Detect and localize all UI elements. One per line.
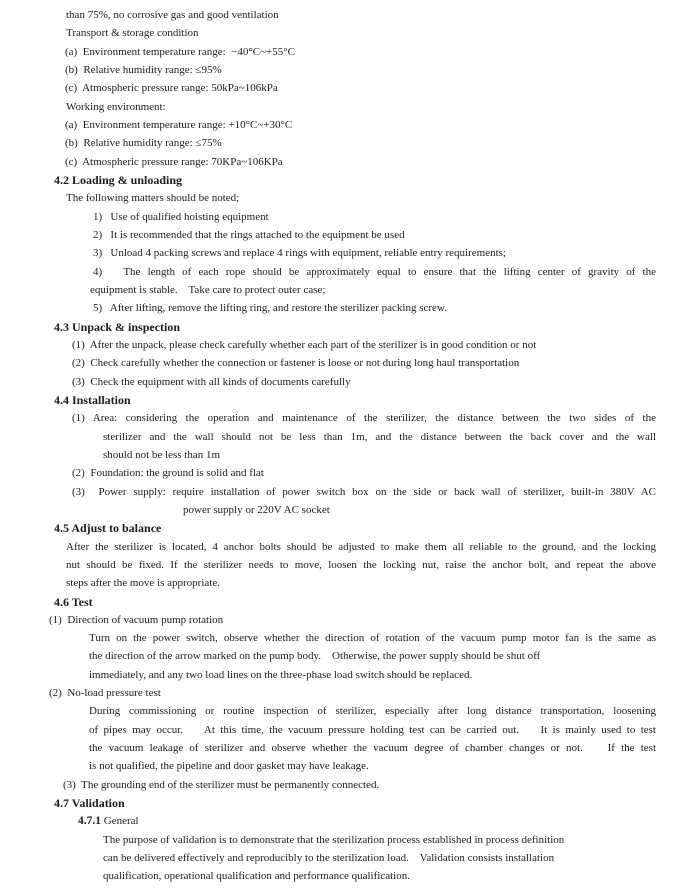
list-item: 2) It is recommended that the rings attached to the equipment be used (93, 228, 405, 241)
text-line: During commissioning or routine inspection of sterilizer, especially after long distance transportation, loosening (89, 705, 656, 718)
list-item: (3) The grounding end of the sterilizer must be permanently connected. (63, 778, 380, 791)
text-line: The following matters should be noted; (66, 192, 240, 205)
section-heading-4-2: 4.2 Loading & unloading (54, 172, 183, 187)
list-item: (1) After the unpack, please check carefully whether each part of the sterilizer is in good condition or not (72, 338, 537, 351)
text-line: power supply or 220V AC socket (183, 503, 330, 516)
list-item: (2) No-load pressure test (49, 687, 161, 700)
list-item: (b) Relative humidity range: ≤95% (65, 63, 222, 76)
text-line: sterilizer and the wall should not be less than 1m, and the distance between the back cover and the wall (103, 430, 656, 443)
text-line: the direction of the arrow marked on the pump body. Otherwise, the power supply should be shut off (89, 650, 541, 663)
list-item: 3) Unload 4 packing screws and replace 4 rings with equipment, reliable entry requirements; (93, 247, 506, 260)
text-line: The purpose of validation is to demonstrate that the sterilization process established in process definition (103, 833, 565, 846)
section-heading-4-7: 4.7 Validation (54, 796, 125, 811)
text-line: immediately, and any two load lines on the three-phase load switch should be replaced. (89, 668, 473, 681)
text-line: After the sterilizer is located, 4 anchor bolts should be adjusted to make them all reliable to the ground, and the locking (66, 540, 656, 553)
text-line: nut should be fixed. If the sterilizer needs to move, loosen the locking nut, raise the anchor bolt, and repeat the above (66, 558, 656, 571)
section-heading-4-5: 4.5 Adjust to balance (54, 521, 162, 536)
text-line: equipment is stable. Take care to protect outer case; (90, 283, 326, 296)
list-item: 4) The length of each rope should be approximately equal to ensure that the lifting center of gravity of the (93, 265, 656, 278)
list-item: (1) Direction of vacuum pump rotation (49, 613, 224, 626)
text-line: can be delivered effectively and reproducibly to the sterilization load. Validation consists installation (103, 852, 555, 865)
list-item: (c) Atmospheric pressure range: 70KPa~106KPa (65, 155, 283, 168)
list-item: (3) Check the equipment with all kinds of documents carefully (72, 375, 351, 388)
list-item: (2) Foundation: the ground is solid and flat (72, 467, 264, 480)
text-line: than 75%, no corrosive gas and good ventilation (66, 9, 279, 21)
section-heading-4-4: 4.4 Installation (54, 392, 131, 407)
text-line: is not qualified, the pipeline and door gasket may have leakage. (89, 760, 369, 773)
list-item: (c) Atmospheric pressure range: 50kPa~106kPa (65, 82, 278, 95)
list-item: (3) Power supply: require installation of power switch box on the side or back wall of sterilizer, built-in 380V AC (72, 485, 656, 498)
text-line: should not be less than 1m (103, 448, 221, 461)
text-line: qualification, operational qualification and performance qualification. (103, 870, 410, 883)
subsection-heading-4-7-1 (78, 812, 656, 830)
section-heading-4-6: 4.6 Test (54, 594, 93, 609)
subsection-number: 4.7.1 (78, 815, 101, 828)
text-line: Working environment: (66, 100, 166, 113)
text-line: of pipes may occur. At this time, the vacuum pressure holding test can be carried out. It is mainly used to test (89, 723, 656, 736)
text-line: Turn on the power switch, observe whether the direction of rotation of the vacuum pump motor fan is the same as (89, 632, 656, 645)
list-item: 1) Use of qualified hoisting equipment (93, 210, 269, 223)
list-item: (2) Check carefully whether the connection or fastener is loose or not during long haul transportation (72, 357, 520, 370)
list-item: (a) Environment temperature range: −40°C~+55°C (65, 45, 295, 58)
text-line: steps after the move is appropriate. (66, 577, 220, 590)
text-line: the vacuum leakage of sterilizer and observe whether the vacuum degree of chamber changes or not. If the test (89, 742, 656, 755)
list-item: 5) After lifting, remove the lifting ring, and restore the sterilizer packing screw. (93, 302, 447, 315)
text-line: Transport & storage condition (66, 27, 199, 40)
list-item: (1) Area: considering the operation and maintenance of the sterilizer, the distance between the two sides of the (72, 412, 656, 425)
list-item: (b) Relative humidity range: ≤75% (65, 137, 222, 150)
section-heading-4-3: 4.3 Unpack & inspection (54, 319, 181, 334)
subsection-title: General (101, 815, 139, 828)
list-item: (a) Environment temperature range: +10°C~+30°C (65, 118, 293, 131)
